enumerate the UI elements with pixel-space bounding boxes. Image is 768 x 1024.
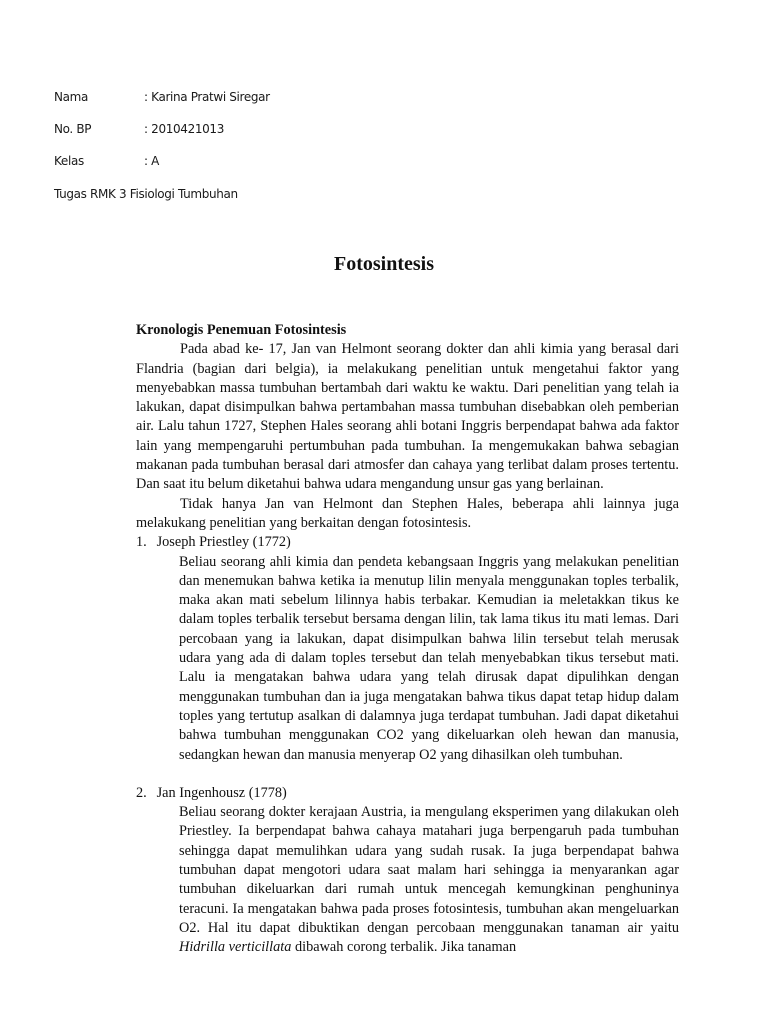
list-item-name: Joseph Priestley (1772) xyxy=(156,534,291,551)
list-item xyxy=(136,784,679,958)
meta-label-kelas: Kelas xyxy=(54,154,84,168)
paragraph-1: Pada abad ke- 17, Jan van Helmont seorang dokter dan ahli kimia yang berasal dari Flandria (bagian dari belgia), ia melakukang penelitian untuk mengetahui faktor yang menyebabkan massa tumbuhan bertambah dari waktu ke waktu. Dari penelitian yang telah ia lakukan, dapat disimpulkan bahwa pertambahan massa tumbuhan disebabkan oleh pemberian air. Lalu tahun 1727, Stephen Hales seorang ahli botani Inggris berpendapat bahwa ada faktor lain yang mempengaruhi pertumbuhan pada tumbuhan. Ia mengemukakan bahwa sebagian makanan pada tumbuhan berasal dari atmosfer dan cahaya yang terlibat dalam proses tertentu. Dan saat itu belum diketahui bahwa udara mengandung unsur gas yang berlainan. xyxy=(136,341,679,493)
meta-value-kelas: : A xyxy=(144,154,160,168)
list-item-text xyxy=(179,803,679,957)
section-heading: Kronologis Penemuan Fotosintesis xyxy=(136,322,347,338)
species-name: Hidrilla verticillata xyxy=(179,939,292,956)
meta-label-nama: Nama xyxy=(54,90,88,104)
list-item-text: Beliau seorang ahli kimia dan pendeta kebangsaan Inggris yang melakukan penelitian dan menemukan bahwa ketika ia menutup lilin menyala menggunakan toples terbalik, maka akan mati sebelum lilinnya habis terbakar. Kemudian ia meletakkan tikus ke dalam toples terbalik tersebut bersama dengan lilin, tak lama tikus itu mati lemas. Dari percobaan yang ia lakukan, dapat disimpulkan bahwa lilin tersebut telah merusak udara yang ada di dalam toples tersebut dan telah menyebabkan tikus tersebut mati. Lalu ia mengatakan bahwa udara yang telah dirusak dapat dipulihkan dengan menggunakan tumbuhan dan ia juga mengatakan bahwa tikus dapat tetap hidup dalam toples yang tertutup asalkan di dalamnya juga terdapat tumbuhan. Jadi dapat diketahui bahwa tumbuhan menggunakan CO2 yang dikeluarkan oleh hewan dan manusia, sedangkan hewan dan manusia menyerap O2 yang dihasilkan oleh tumbuhan. xyxy=(179,553,679,763)
task-title: Tugas RMK 3 Fisiologi Tumbuhan xyxy=(54,187,238,201)
list-item-heading xyxy=(136,784,679,803)
list-item-text-part: Beliau seorang dokter kerajaan Austria, ia mengulang eksperimen yang dilakukan oleh Priestley. Ia berpendapat bahwa cahaya matahari juga berpengaruh pada tumbuhan sehingga dapat memulihkan udara yang sudah rusak. Ia juga berpendapat bahwa tumbuhan dapat mengotori udara saat malam hari sehingga ia menyarankan agar tumbuhan dikeluarkan dari rumah untuk mencegah kemungkinan penghuninya teracuni. Ia mengatakan bahwa pada proses fotosintesis, tumbuhan akan mengeluarkan O2. Hal itu dapat dibuktikan dengan percobaan menggunakan tanaman air yaitu xyxy=(179,804,679,936)
list-item-heading xyxy=(136,533,679,552)
list-item-number: 1. xyxy=(136,534,147,551)
list-item xyxy=(136,533,679,765)
meta-label-no-bp: No. BP xyxy=(54,122,92,136)
document-body xyxy=(136,321,679,958)
list-item-text-part: dibawah corong terbalik. Jika tanaman xyxy=(291,939,517,956)
list-item-name: Jan Ingenhousz (1778) xyxy=(156,784,287,801)
document-title: Fotosintesis xyxy=(334,253,434,275)
spacer xyxy=(136,765,679,784)
list-item-number: 2. xyxy=(136,784,147,801)
paragraph-2: Tidak hanya Jan van Helmont dan Stephen Hales, beberapa ahli lainnya juga melakukang penelitian yang berkaitan dengan fotosintesis. xyxy=(136,495,679,531)
meta-value-no-bp: : 2010421013 xyxy=(144,122,225,136)
meta-value-nama: : Karina Pratwi Siregar xyxy=(144,90,270,104)
